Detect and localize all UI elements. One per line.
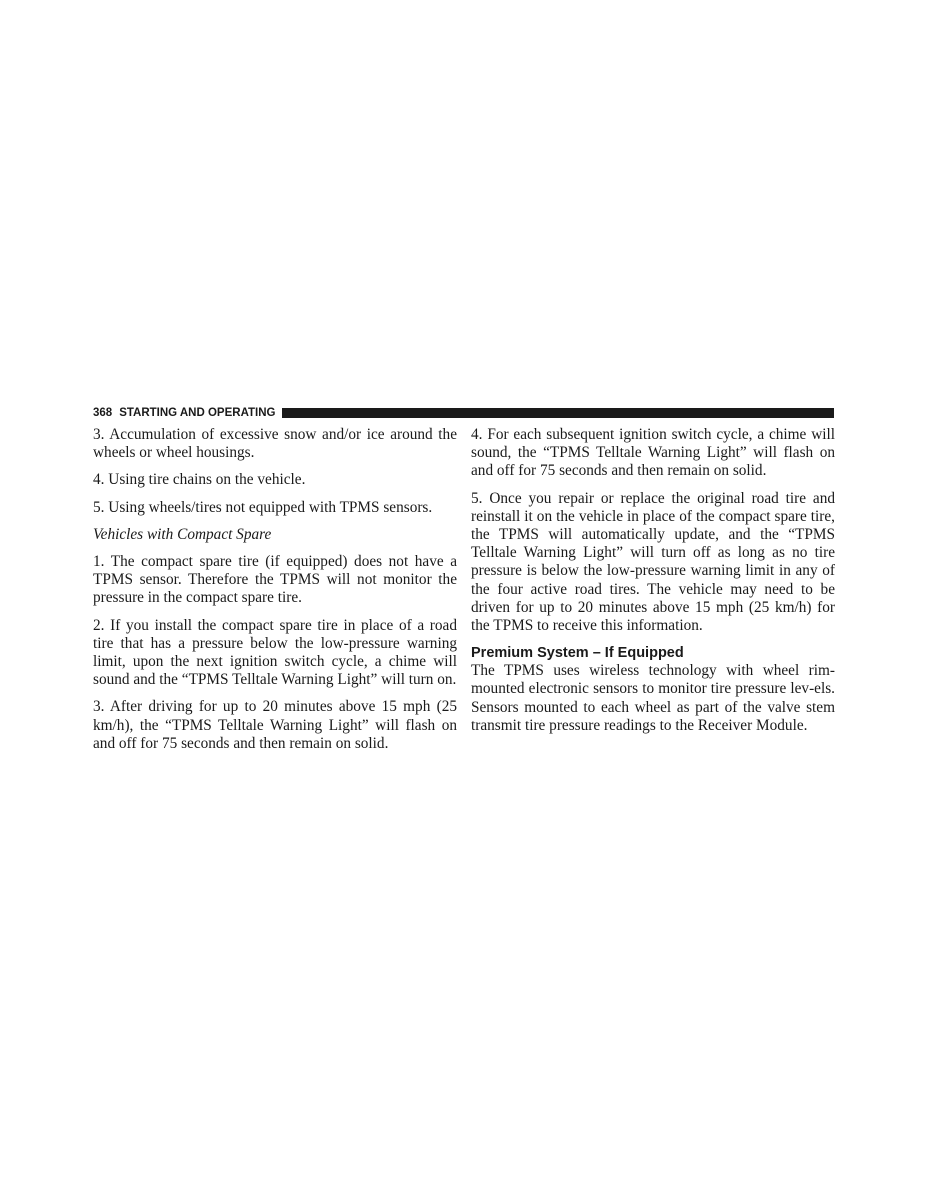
page-number: 368	[93, 407, 113, 419]
paragraph: 4. For each subsequent ignition switch cycle, a chime will sound, the “TPMS Telltale Warning Light” will flash on and off for 75 seconds and then remain on solid.	[471, 426, 835, 480]
paragraph: 3. After driving for up to 20 minutes above 15 mph (25 km/h), the “TPMS Telltale Warning Light” will flash on and off for 75 seconds and then remain on solid.	[93, 698, 457, 752]
paragraph: The TPMS uses wireless technology with wheel rim-mounted electronic sensors to monitor tire pressure lev-els. Sensors mounted to each wheel as part of the valve stem transmit tire pressure readings to the Receiver Module.	[471, 662, 835, 734]
right-column	[471, 426, 835, 744]
page-header	[93, 405, 834, 421]
section-heading: Premium System – If Equipped	[471, 645, 684, 662]
paragraph: 1. The compact spare tire (if equipped) does not have a TPMS sensor. Therefore the TPMS will not monitor the pressure in the compact spare tire.	[93, 553, 457, 607]
paragraph: 5. Once you repair or replace the original road tire and reinstall it on the vehicle in place of the compact spare tire, the TPMS will automatically update, and the “TPMS Telltale Warning Light” will turn off as long as no tire pressure is below the low-pressure warning limit in any of the four active road tires. The vehicle may need to be driven for up to 20 minutes above 15 mph (25 km/h) for the TPMS to receive this information.	[471, 489, 835, 635]
paragraph: 4. Using tire chains on the vehicle.	[93, 471, 306, 489]
section-title: STARTING AND OPERATING	[119, 407, 276, 419]
subheading: Vehicles with Compact Spare	[93, 525, 272, 543]
left-column	[93, 426, 457, 762]
header-rule	[282, 408, 835, 418]
paragraph: 2. If you install the compact spare tire in place of a road tire that has a pressure below the low-pressure warning limit, upon the next ignition switch cycle, a chime will sound and the “TPMS Telltale Warning Light” will turn on.	[93, 616, 457, 689]
paragraph: 5. Using wheels/tires not equipped with TPMS sensors.	[93, 498, 433, 516]
paragraph: 3. Accumulation of excessive snow and/or ice around the wheels or wheel housings.	[93, 426, 457, 462]
